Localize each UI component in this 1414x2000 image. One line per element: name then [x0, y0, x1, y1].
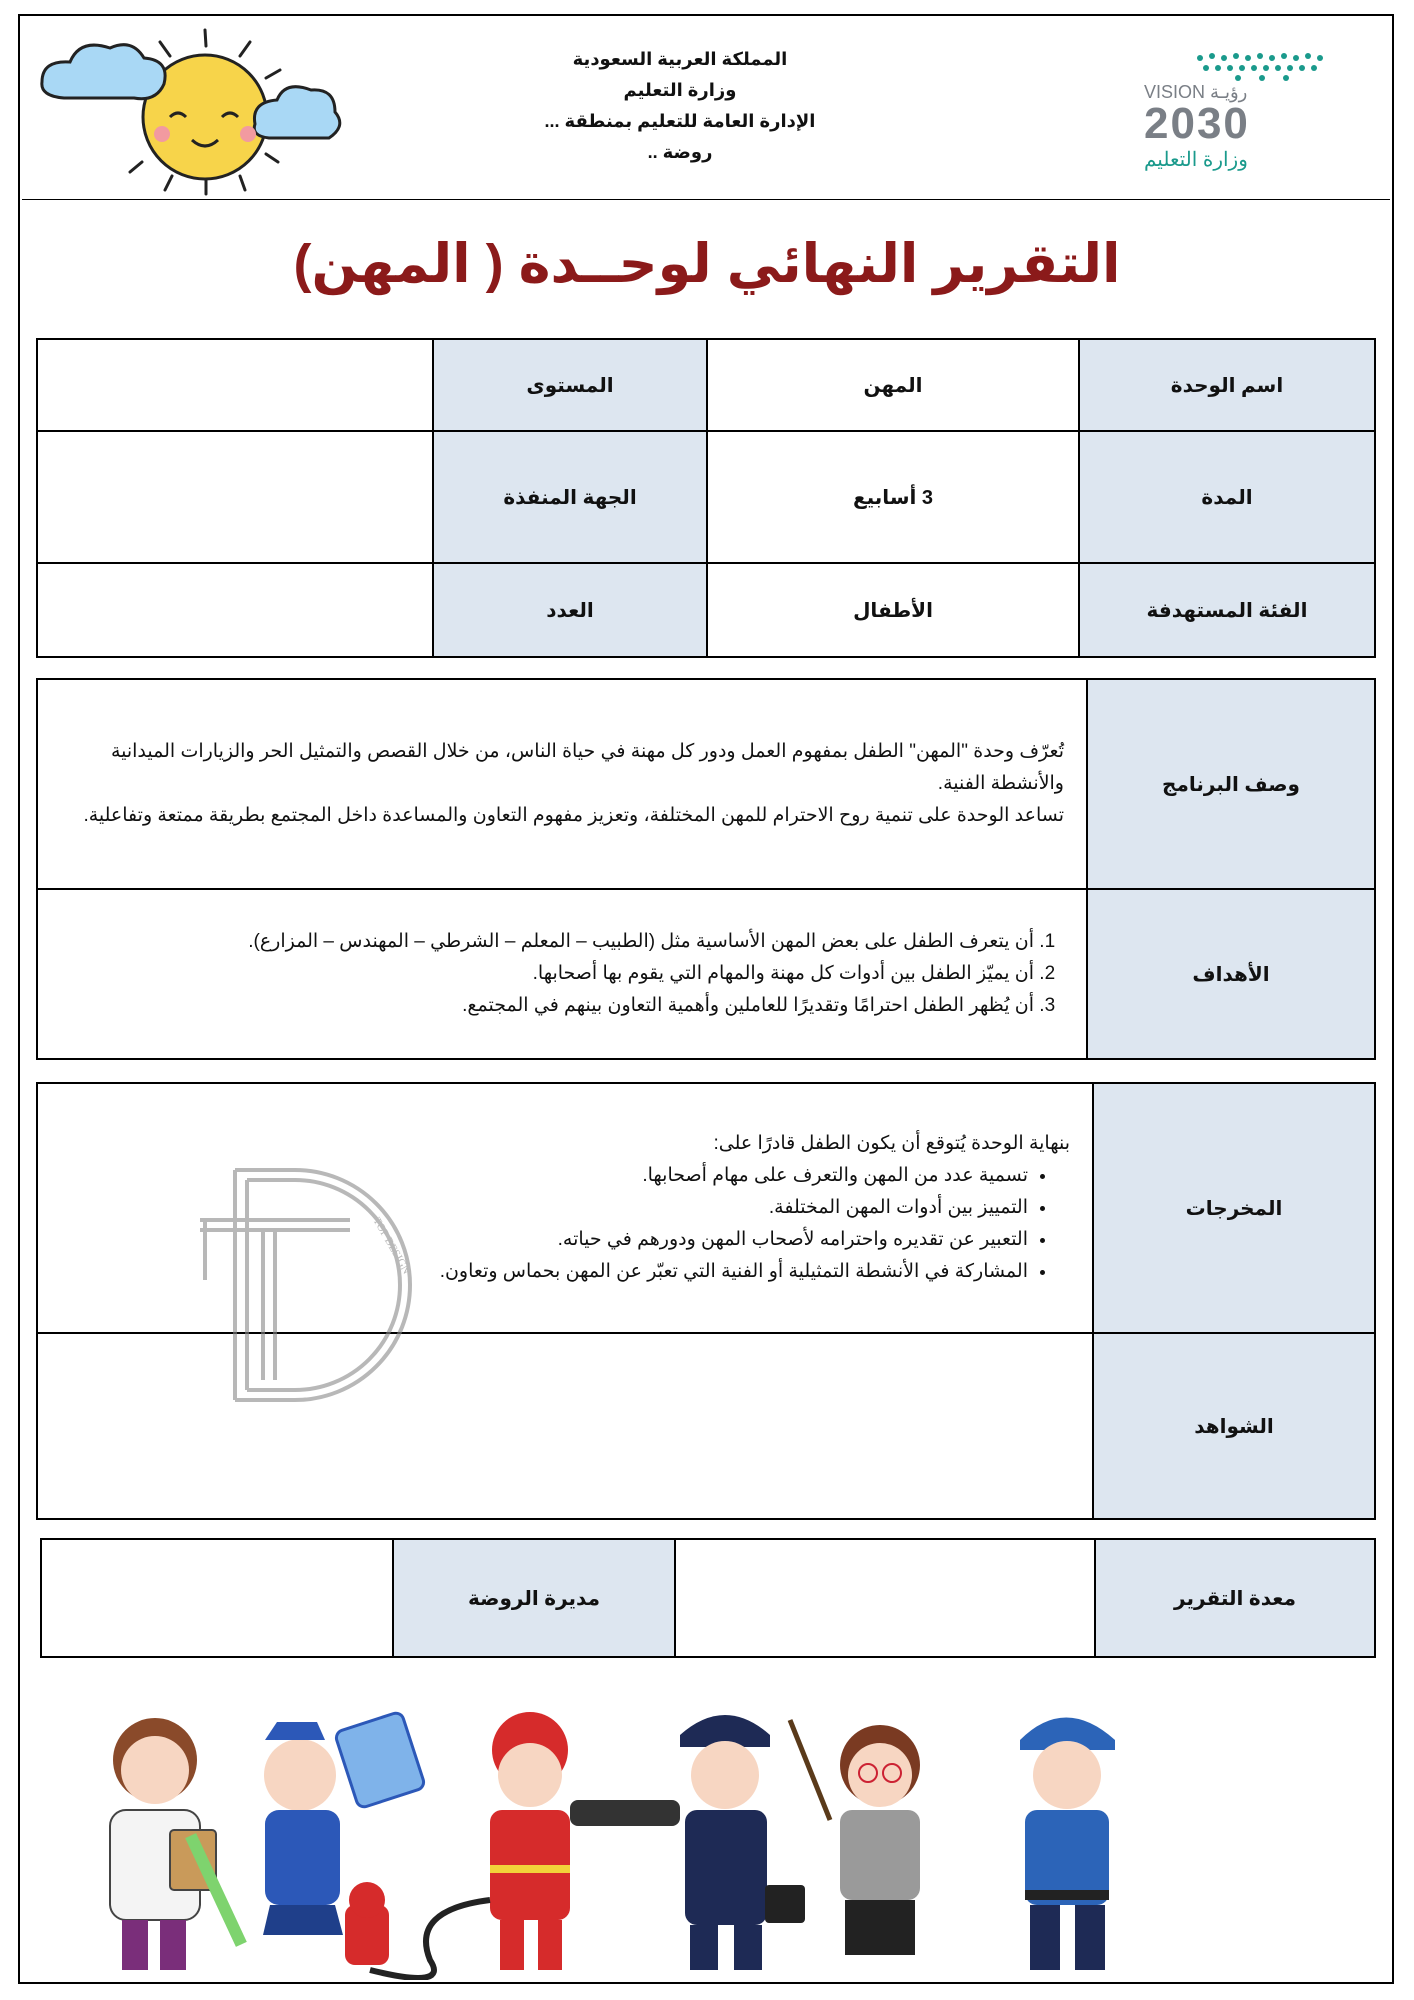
unit-name-value: المهن	[707, 339, 1079, 431]
duration-label: المدة	[1079, 431, 1375, 563]
signatures-table	[40, 1538, 1376, 1658]
goal-item: 3. أن يُظهر الطفل احترامًا وتقديرًا للعاملين وأهمية التعاون بينهم في المجتمع.	[60, 990, 1034, 1022]
target-group-label: الفئة المستهدفة	[1079, 563, 1375, 657]
outcomes-label: المخرجات	[1093, 1083, 1375, 1333]
preparer-value	[675, 1539, 1095, 1657]
unit-info-table	[36, 338, 1376, 658]
vision-year: 2030	[1144, 99, 1250, 148]
watermark-text: TOP DESIGN	[370, 1215, 413, 1277]
goal-item: 2. أن يميّز الطفل بين أدوات كل مهنة والمهام التي يقوم بها أصحابها.	[60, 958, 1034, 990]
outcome-item: • التمييز بين أدوات المهن المختلفة.	[60, 1192, 1028, 1224]
count-value	[37, 563, 433, 657]
description-content	[37, 679, 1087, 889]
vision-ministry: وزارة التعليم	[1144, 149, 1248, 171]
sun-clouds-illustration	[30, 22, 350, 202]
description-line: تُعرّف وحدة "المهن" الطفل بمفهوم العمل ودور كل مهنة في حياة الناس، من خلال القصص والتمثيل الحر والزيارات الميدانية والأنشطة الفنية.	[110, 741, 1064, 794]
description-label: وصف البرنامج	[1087, 679, 1375, 889]
goals-list	[60, 926, 1064, 1022]
table-row	[37, 889, 1375, 1059]
outcome-item: • تسمية عدد من المهن والتعرف على مهام أصحابها.	[60, 1160, 1028, 1192]
evidence-label: الشواهد	[1093, 1333, 1375, 1519]
table-row	[37, 339, 1375, 431]
principal-value	[41, 1539, 393, 1657]
header-org-lines	[530, 44, 830, 168]
header-line: المملكة العربية السعودية	[572, 49, 788, 69]
goals-content	[37, 889, 1087, 1059]
table-row	[37, 563, 1375, 657]
principal-label: مديرة الروضة	[393, 1539, 675, 1657]
flight-attendant-kid	[185, 1711, 425, 1947]
goal-item: 1. أن يتعرف الطفل على بعض المهن الأساسية مثل (الطبيب – المعلم – الشرطي – المهندس – المزارع).	[60, 926, 1034, 958]
vision-label: VISION رؤيـة	[1144, 82, 1248, 102]
level-value	[37, 339, 433, 431]
count-label: العدد	[433, 563, 707, 657]
teacher-kid	[790, 1720, 920, 1955]
header-divider	[22, 199, 1390, 200]
header-line: وزارة التعليم	[623, 80, 737, 100]
level-label: المستوى	[433, 339, 707, 431]
outcomes-intro: بنهاية الوحدة يُتوقع أن يكون الطفل قادرًا على:	[713, 1133, 1070, 1154]
goals-label: الأهداف	[1087, 889, 1375, 1059]
duration-value: 3 أسابيع	[707, 431, 1079, 563]
preparer-label: معدة التقرير	[1095, 1539, 1375, 1657]
vision-2030-logo	[1140, 50, 1340, 180]
target-group-value: الأطفال	[707, 563, 1079, 657]
professions-kids-illustration	[60, 1680, 1360, 1980]
outcome-item: • التعبير عن تقديره واحترامه لأصحاب المهن ودورهم في حياته.	[60, 1224, 1028, 1256]
outcome-item: • المشاركة في الأنشطة التمثيلية أو الفنية التي تعبّر عن المهن بحماس وتعاون.	[60, 1256, 1028, 1288]
top-design-watermark	[195, 1160, 455, 1420]
executing-party-value	[37, 431, 433, 563]
table-row	[37, 679, 1375, 889]
description-line: تساعد الوحدة على تنمية روح الاحترام للمهن المختلفة، وتعزيز مفهوم التعاون والمساعدة داخل المجتمع بطريقة ممتعة وتفاعلية.	[83, 805, 1064, 826]
pilot-kid	[680, 1715, 805, 1970]
table-row	[41, 1539, 1375, 1657]
header-line: روضة ..	[647, 142, 713, 162]
program-table	[36, 678, 1376, 1060]
police-kid	[1020, 1718, 1115, 1971]
header-line: الإدارة العامة للتعليم بمنطقة ...	[544, 111, 816, 131]
page-title: التقرير النهائي لوحــدة ( المهن)	[293, 234, 1121, 294]
table-row	[37, 431, 1375, 563]
unit-name-label: اسم الوحدة	[1079, 339, 1375, 431]
executing-party-label: الجهة المنفذة	[433, 431, 707, 563]
